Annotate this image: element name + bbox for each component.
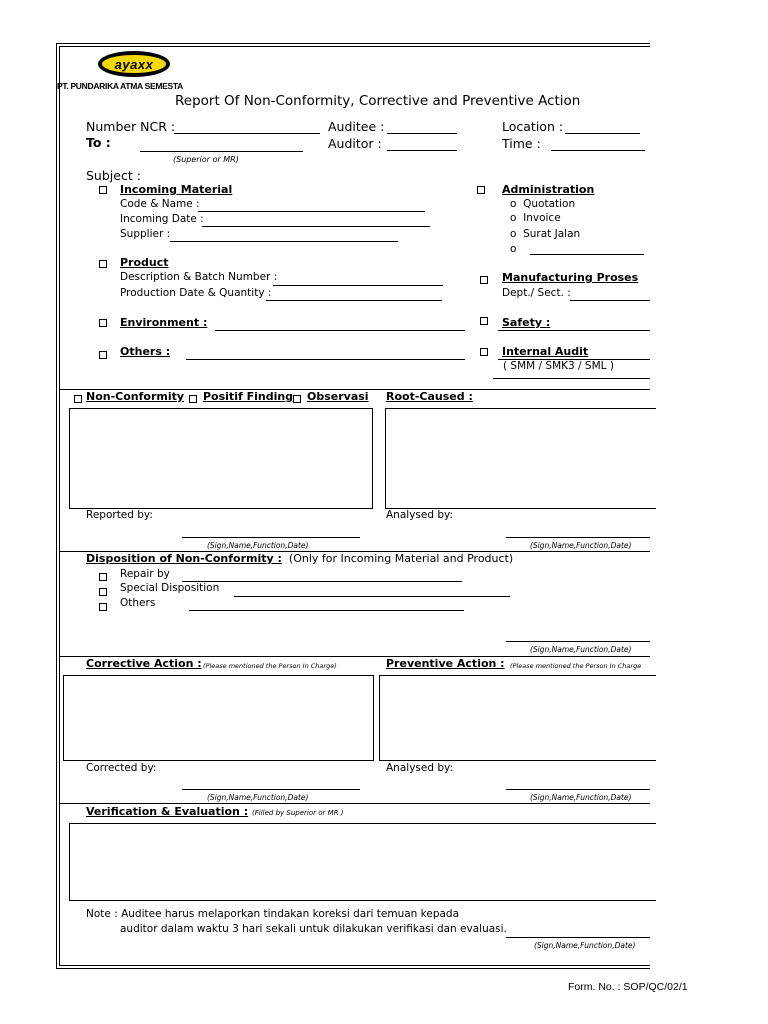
manufacturing-checkbox[interactable]: [480, 276, 488, 284]
other-admin-line[interactable]: [530, 254, 644, 255]
disposition-note: (Only for Incoming Material and Product): [288, 552, 514, 565]
to-label: To :: [86, 135, 111, 150]
production-date-line[interactable]: [266, 300, 442, 301]
frame-left-inner: [59, 46, 60, 965]
description-batch-label: Description & Batch Number :: [120, 271, 278, 283]
others-disposition-line[interactable]: [189, 610, 464, 611]
page-title: Report Of Non-Conformity, Corrective and Preventive Action: [175, 93, 581, 109]
note-line-1: Note : Auditee harus melaporkan tindakan koreksi dari temuan kepada: [86, 908, 460, 920]
surat-jalan-option: o Surat Jalan: [510, 228, 581, 240]
frame-left-outer: [56, 43, 57, 968]
administration-checkbox[interactable]: [477, 186, 485, 194]
other-admin-option: o: [510, 243, 517, 255]
auditor-label: Auditor :: [328, 136, 382, 151]
to-line[interactable]: [140, 151, 303, 152]
preventive-action-title: Preventive Action :: [386, 657, 505, 670]
form-number: Form. No. : SOP/QC/02/1: [568, 981, 688, 993]
invoice-option: o Invoice: [510, 212, 561, 224]
administration-title: Administration: [502, 183, 595, 196]
repair-by-label: Repair by: [120, 568, 170, 580]
repair-by-line[interactable]: [182, 581, 462, 582]
actions-analysed-by-sign-line[interactable]: [506, 789, 650, 790]
others-checkbox[interactable]: [99, 351, 107, 359]
analysed-by-sign-note: (Sign,Name,Function,Date): [530, 541, 632, 550]
root-caused-textbox[interactable]: [385, 408, 656, 509]
observasi-checkbox[interactable]: [293, 395, 301, 403]
preventive-action-textbox[interactable]: [379, 675, 656, 761]
special-disposition-label: Special Disposition: [120, 582, 220, 594]
corrected-by-sign-note: (Sign,Name,Function,Date): [207, 793, 309, 802]
incoming-date-line[interactable]: [202, 226, 430, 227]
repair-by-checkbox[interactable]: [99, 573, 107, 581]
reported-by-sign-line[interactable]: [182, 537, 360, 538]
supplier-label: Supplier :: [120, 228, 171, 240]
auditee-label: Auditee :: [328, 119, 385, 134]
auditor-line[interactable]: [387, 150, 457, 151]
verification-textbox[interactable]: [69, 823, 656, 901]
others-title: Others :: [120, 345, 171, 358]
number-ncr-line[interactable]: [174, 133, 320, 134]
frame-top-inner: [59, 46, 650, 47]
time-line[interactable]: [551, 150, 645, 151]
preventive-action-note: (Please mentioned the Person In Charge: [510, 662, 642, 670]
positif-finding-checkbox[interactable]: [189, 395, 197, 403]
time-label: Time :: [502, 136, 541, 151]
non-conformity-title: Non-Conformity: [86, 390, 185, 403]
incoming-date-label: Incoming Date :: [120, 213, 204, 225]
observasi-title: Observasi: [307, 390, 369, 403]
special-disposition-line[interactable]: [234, 596, 510, 597]
disposition-sign-note: (Sign,Name,Function,Date): [530, 645, 632, 654]
internal-audit-title: Internal Audit: [502, 345, 589, 358]
location-label: Location :: [502, 119, 564, 134]
description-batch-line[interactable]: [273, 285, 443, 286]
note-line-2: auditor dalam waktu 3 hari sekali untuk dilakukan verifikasi dan evaluasi.: [120, 923, 507, 935]
corrective-action-note: (Please mentioned the Person In Charge): [203, 662, 337, 670]
logo-text: ayaxx: [114, 56, 154, 72]
safety-title: Safety :: [502, 316, 551, 329]
frame-bottom-inner: [59, 965, 650, 966]
verification-divider: [59, 803, 650, 804]
environment-title: Environment :: [120, 316, 208, 329]
dept-sect-label: Dept./ Sect. :: [502, 287, 571, 299]
incoming-material-title: Incoming Material: [120, 183, 233, 196]
quotation-option: o Quotation: [510, 198, 576, 210]
environment-checkbox[interactable]: [99, 319, 107, 327]
root-caused-title: Root-Caused :: [386, 390, 473, 403]
verification-sign-line[interactable]: [506, 937, 650, 938]
others-line[interactable]: [186, 359, 465, 360]
others-disposition-checkbox[interactable]: [99, 603, 107, 611]
analysed-by-sign-line[interactable]: [506, 537, 650, 538]
positif-finding-title: Positif Finding: [203, 390, 294, 403]
dept-sect-line[interactable]: [570, 300, 650, 301]
number-ncr-label: Number NCR :: [86, 119, 176, 134]
code-name-label: Code & Name :: [120, 198, 200, 210]
frame-bottom-outer: [56, 968, 650, 969]
corrective-action-textbox[interactable]: [63, 675, 374, 761]
code-name-line[interactable]: [198, 211, 425, 212]
disposition-title: Disposition of Non-Conformity :: [86, 552, 282, 565]
actions-analysed-sign-note: (Sign,Name,Function,Date): [530, 793, 632, 802]
internal-audit-line-2[interactable]: [493, 378, 650, 379]
company-logo: [98, 51, 170, 77]
environment-line[interactable]: [215, 330, 465, 331]
verification-note: (Filled by Superior or MR ): [252, 809, 344, 817]
production-date-label: Production Date & Quantity :: [120, 287, 272, 299]
actions-analysed-by-label: Analysed by:: [386, 762, 453, 774]
company-name: PT. PUNDARIKA ATMA SEMESTA: [57, 81, 183, 91]
safety-line[interactable]: [498, 330, 650, 331]
non-conformity-checkbox[interactable]: [74, 395, 82, 403]
safety-checkbox[interactable]: [480, 317, 488, 325]
frame-top-outer: [56, 43, 650, 44]
internal-audit-checkbox[interactable]: [480, 348, 488, 356]
non-conformity-textbox[interactable]: [69, 408, 373, 509]
disposition-sign-line[interactable]: [506, 641, 650, 642]
verification-sign-note: (Sign,Name,Function,Date): [534, 941, 636, 950]
auditee-line[interactable]: [387, 133, 457, 134]
corrective-action-title: Corrective Action :: [86, 657, 202, 670]
incoming-material-checkbox[interactable]: [99, 186, 107, 194]
product-checkbox[interactable]: [99, 260, 107, 268]
disposition-heading: [86, 552, 513, 565]
superior-note: (Superior or MR): [173, 155, 239, 164]
special-disposition-checkbox[interactable]: [99, 588, 107, 596]
verification-title: Verification & Evaluation :: [86, 805, 249, 818]
reported-by-sign-note: (Sign,Name,Function,Date): [207, 541, 309, 550]
subject-label: Subject :: [86, 168, 141, 183]
corrected-by-sign-line[interactable]: [182, 789, 360, 790]
reported-by-label: Reported by:: [86, 509, 153, 521]
manufacturing-title: Manufacturing Proses: [502, 271, 639, 284]
analysed-by-label: Analysed by:: [386, 509, 453, 521]
corrected-by-label: Corrected by:: [86, 762, 157, 774]
product-title: Product: [120, 256, 169, 269]
location-line[interactable]: [565, 133, 640, 134]
internal-audit-note: ( SMM / SMK3 / SML ): [503, 360, 614, 372]
others-disposition-label: Others: [120, 597, 156, 609]
supplier-line[interactable]: [170, 241, 398, 242]
